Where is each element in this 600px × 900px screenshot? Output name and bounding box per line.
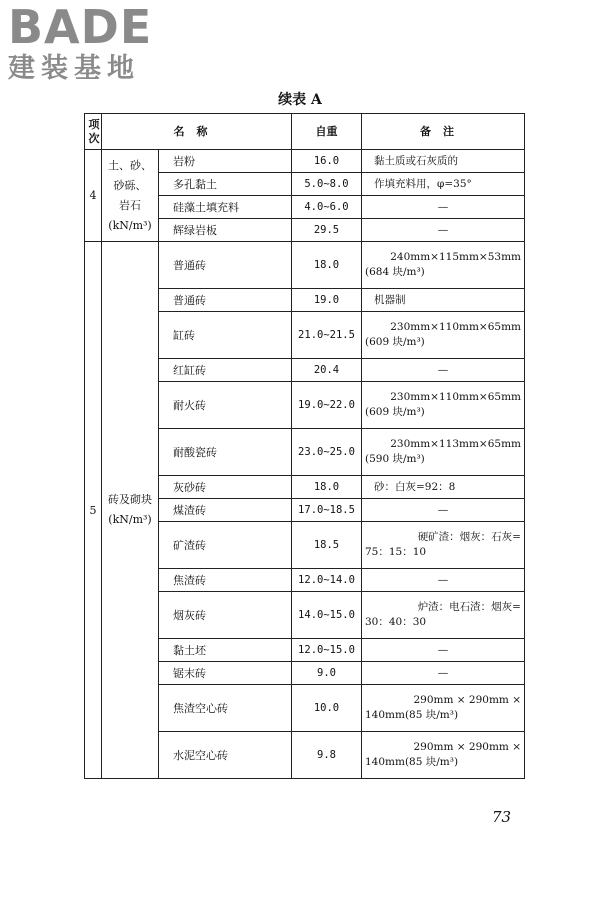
remark [362, 522, 525, 569]
logo-chinese: 建装基地 [8, 53, 140, 84]
self-weight-value: 21.0~21.5 [292, 312, 362, 359]
self-weight-value: 20.4 [292, 359, 362, 382]
remark-line-1: 290mm × 290mm × [413, 741, 521, 753]
self-weight-value: 18.0 [292, 242, 362, 289]
group-label-line: 砂砾、 [113, 178, 147, 192]
self-weight-value: 19.0 [292, 289, 362, 312]
group-label-line: 岩石 [119, 198, 141, 212]
remark [362, 685, 525, 732]
self-weight-value: 16.0 [292, 150, 362, 173]
material-name: 烟灰砖 [159, 592, 292, 639]
remark-line-2: (590 块/m³) [365, 453, 425, 465]
table-caption: 续表 A [278, 92, 322, 108]
remark-line-1: 230mm×113mm×65mm [390, 438, 521, 450]
remark: — [362, 359, 525, 382]
header-row [85, 114, 525, 150]
remark-line-1: 290mm × 290mm × [413, 694, 521, 706]
group-label [102, 150, 159, 242]
remark-line-1: 炉渣：电石渣：烟灰= [417, 601, 521, 613]
material-name: 焦渣空心砖 [159, 685, 292, 732]
self-weight-value: 29.5 [292, 219, 362, 242]
remark: — [362, 499, 525, 522]
self-weight-value: 19.0~22.0 [292, 382, 362, 429]
remark-line-2: 140mm(85 块/m³) [365, 709, 459, 721]
remark: — [362, 569, 525, 592]
group-number: 5 [85, 242, 102, 779]
group-number: 4 [85, 150, 102, 242]
group-label [102, 242, 159, 779]
material-name: 灰砂砖 [159, 476, 292, 499]
remark: 机器制 [362, 289, 525, 312]
material-name: 耐酸瓷砖 [159, 429, 292, 476]
remark: 黏土质或石灰质的 [362, 150, 525, 173]
remark [362, 732, 525, 779]
material-name: 水泥空心砖 [159, 732, 292, 779]
material-name: 黏土坯 [159, 639, 292, 662]
remark: — [362, 639, 525, 662]
material-name: 普通砖 [159, 242, 292, 289]
material-name: 煤渣砖 [159, 499, 292, 522]
header-weight: 自重 [292, 114, 362, 150]
self-weight-value: 5.0~8.0 [292, 173, 362, 196]
remark [362, 592, 525, 639]
material-name: 多孔黏土 [159, 173, 292, 196]
remark [362, 312, 525, 359]
remark-line-1: 230mm×110mm×65mm [390, 391, 521, 403]
self-weight-value: 12.0~15.0 [292, 639, 362, 662]
self-weight-value: 18.0 [292, 476, 362, 499]
remark: — [362, 196, 525, 219]
material-name: 焦渣砖 [159, 569, 292, 592]
self-weight-value: 14.0~15.0 [292, 592, 362, 639]
self-weight-value: 9.0 [292, 662, 362, 685]
remark-line-2: 75：15：10 [365, 546, 427, 558]
table-row [85, 242, 525, 289]
header-name: 名称 [102, 114, 292, 150]
remark [362, 242, 525, 289]
table-row [85, 150, 525, 173]
remark-line-2: (684 块/m³) [365, 266, 425, 278]
remark-line-2: (609 块/m³) [365, 336, 425, 348]
material-name: 辉绿岩板 [159, 219, 292, 242]
remark-line-1: 230mm×110mm×65mm [390, 321, 521, 333]
remark [362, 429, 525, 476]
self-weight-value: 10.0 [292, 685, 362, 732]
page-number: 73 [492, 808, 512, 826]
group-label-line: (kN/m³) [108, 218, 152, 232]
material-name: 矿渣砖 [159, 522, 292, 569]
remark-line-2: (609 块/m³) [365, 406, 425, 418]
header-note: 备注 [362, 114, 525, 150]
brand-logo [8, 2, 178, 86]
self-weight-value: 18.5 [292, 522, 362, 569]
weights-table [84, 113, 525, 779]
material-name: 普通砖 [159, 289, 292, 312]
material-name: 岩粉 [159, 150, 292, 173]
logo-english: BADE [8, 0, 153, 54]
material-name: 耐火砖 [159, 382, 292, 429]
self-weight-value: 9.8 [292, 732, 362, 779]
self-weight-value: 12.0~14.0 [292, 569, 362, 592]
material-name: 缸砖 [159, 312, 292, 359]
remark: — [362, 662, 525, 685]
remark: 作填充料用，φ=35° [362, 173, 525, 196]
material-name: 锯末砖 [159, 662, 292, 685]
remark-line-2: 140mm(85 块/m³) [365, 756, 459, 768]
header-index: 项次 [85, 114, 102, 150]
self-weight-value: 17.0~18.5 [292, 499, 362, 522]
self-weight-value: 23.0~25.0 [292, 429, 362, 476]
remark-line-2: 30：40：30 [365, 616, 427, 628]
group-label-line: 砖及砌块 [108, 493, 152, 506]
material-name: 红缸砖 [159, 359, 292, 382]
remark [362, 382, 525, 429]
remark: 砂：白灰=92：8 [362, 476, 525, 499]
remark-line-1: 硬矿渣：烟灰：石灰= [417, 531, 521, 543]
self-weight-value: 4.0~6.0 [292, 196, 362, 219]
material-name: 硅藻土填充料 [159, 196, 292, 219]
remark: — [362, 219, 525, 242]
group-label-line: 土、砂、 [108, 158, 152, 172]
group-label-line: (kN/m³) [108, 513, 152, 526]
remark-line-1: 240mm×115mm×53mm [390, 251, 521, 263]
